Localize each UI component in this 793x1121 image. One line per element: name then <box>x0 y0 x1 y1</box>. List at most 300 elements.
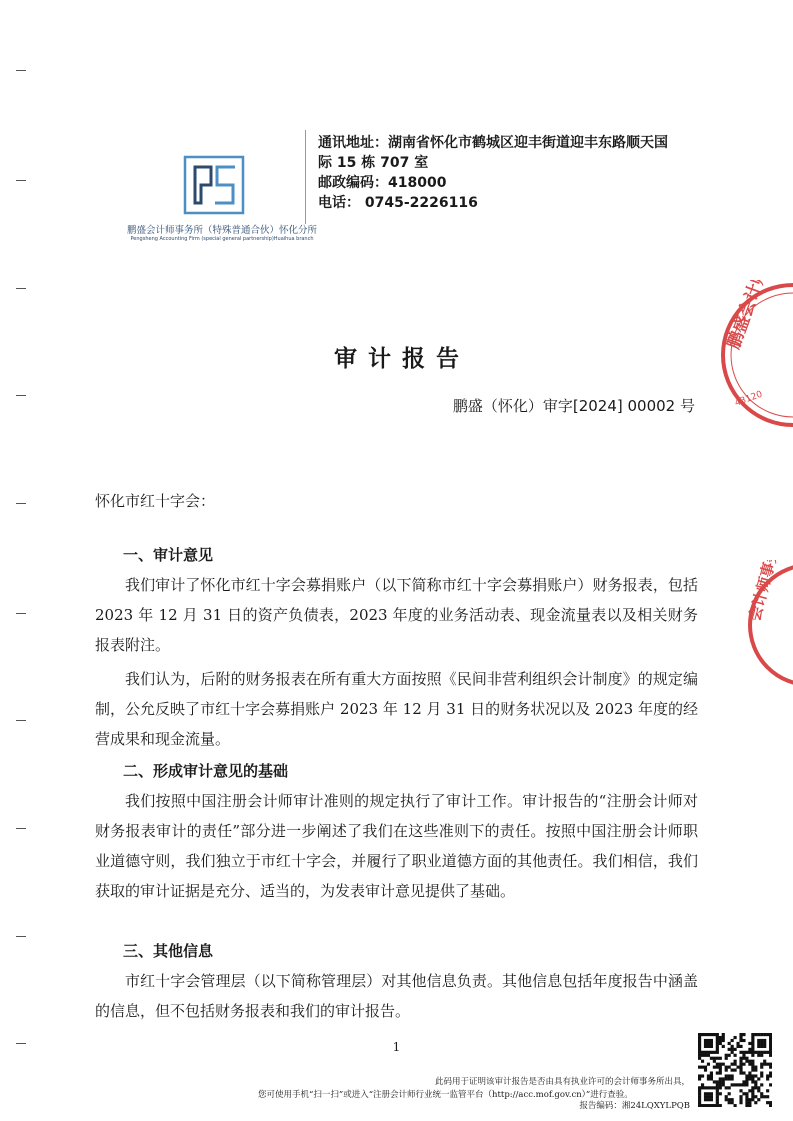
qr-module <box>728 1101 731 1104</box>
qr-module <box>698 1057 701 1060</box>
qr-module <box>698 1042 701 1045</box>
qr-module <box>701 1054 704 1057</box>
qr-module <box>731 1045 734 1048</box>
qr-module <box>734 1060 737 1063</box>
qr-module <box>736 1045 739 1048</box>
qr-module <box>707 1104 710 1107</box>
qr-module <box>725 1069 728 1072</box>
qr-module <box>742 1083 745 1086</box>
qr-module <box>701 1033 704 1036</box>
qr-module <box>698 1077 701 1080</box>
report-reference-number: 鹏盛（怀化）审字[2024] 00002 号 <box>452 397 695 415</box>
paragraph: 我们认为，后附的财务报表在所有重大方面按照《民间非营利组织会计制度》的规定编制，公允反映了市红十字会募捐账户 2023 年 12 月 31 日的财务状况以及 2023 年度的经营成果和现金流量。 <box>95 670 698 748</box>
letterhead-divider <box>305 130 306 224</box>
svg-text:43120: 43120 <box>733 389 764 409</box>
qr-module <box>719 1063 722 1066</box>
scan-hint: 您可使用手机“扫一扫”或进入“注册会计师行业统一监管平台（http://acc.mof.gov.cn）”进行查验。 <box>258 1090 633 1100</box>
qr-module <box>716 1083 719 1086</box>
qr-module <box>769 1066 772 1069</box>
qr-module <box>751 1048 754 1051</box>
qr-module <box>704 1033 707 1036</box>
qr-module <box>725 1066 728 1069</box>
qr-module <box>757 1033 760 1036</box>
qr-module <box>704 1098 707 1101</box>
qr-module <box>701 1066 704 1069</box>
qr-module <box>748 1089 751 1092</box>
qr-module <box>725 1057 728 1060</box>
qr-module <box>734 1083 737 1086</box>
qr-module <box>698 1039 701 1042</box>
qr-module <box>751 1045 754 1048</box>
qr-module <box>731 1101 734 1104</box>
qr-module <box>722 1063 725 1066</box>
qr-module <box>704 1069 707 1072</box>
qr-module <box>751 1066 754 1069</box>
qr-module <box>757 1045 760 1048</box>
qr-module <box>698 1095 701 1098</box>
qr-module <box>710 1071 713 1074</box>
qr-module <box>769 1042 772 1045</box>
qr-module <box>769 1033 772 1036</box>
qr-module <box>716 1080 719 1083</box>
qr-module <box>734 1104 737 1107</box>
qr-module <box>748 1098 751 1101</box>
qr-module <box>745 1074 748 1077</box>
qr-module <box>719 1066 722 1069</box>
qr-module <box>719 1077 722 1080</box>
qr-module <box>760 1066 763 1069</box>
qr-module <box>766 1051 769 1054</box>
paragraph: 市红十字会管理层（以下简称管理层）对其他信息负责。其他信息包括年度报告中涵盖的信息，但不包括财务报表和我们的审计报告。 <box>95 972 698 1020</box>
qr-module <box>698 1066 701 1069</box>
qr-module <box>710 1095 713 1098</box>
qr-module <box>728 1042 731 1045</box>
qr-module <box>739 1063 742 1066</box>
qr-module <box>751 1089 754 1092</box>
qr-module <box>757 1042 760 1045</box>
qr-module <box>704 1095 707 1098</box>
binding-mark <box>16 828 26 829</box>
qr-module <box>751 1039 754 1042</box>
qr-module <box>707 1033 710 1036</box>
qr-module <box>745 1051 748 1054</box>
firm-name: 鹏盛会计师事务所（特殊普通合伙）怀化分所 <box>126 225 317 236</box>
binding-mark <box>16 70 26 71</box>
qr-module <box>698 1054 701 1057</box>
qr-module <box>739 1039 742 1042</box>
qr-module <box>748 1074 751 1077</box>
qr-module <box>769 1048 772 1051</box>
qr-module <box>766 1089 769 1092</box>
qr-module <box>704 1092 707 1095</box>
qr-module <box>754 1033 757 1036</box>
qr-module <box>698 1101 701 1104</box>
qr-module <box>701 1083 704 1086</box>
qr-module <box>734 1063 737 1066</box>
qr-module <box>739 1095 742 1098</box>
qr-module <box>710 1045 713 1048</box>
page-title: 审计报告 <box>334 346 470 372</box>
qr-module <box>725 1098 728 1101</box>
qr-module <box>769 1071 772 1074</box>
qr-module <box>766 1101 769 1104</box>
qr-module <box>748 1104 751 1107</box>
qr-module <box>716 1051 719 1054</box>
qr-module <box>742 1051 745 1054</box>
qr-module <box>754 1074 757 1077</box>
qr-module <box>713 1033 716 1036</box>
qr-module <box>704 1054 707 1057</box>
qr-module <box>760 1074 763 1077</box>
qr-module <box>769 1051 772 1054</box>
qr-module <box>763 1060 766 1063</box>
qr-module <box>707 1045 710 1048</box>
qr-module <box>763 1095 766 1098</box>
qr-module <box>710 1051 713 1054</box>
qr-module <box>760 1039 763 1042</box>
qr-module <box>698 1104 701 1107</box>
qr-module <box>722 1080 725 1083</box>
qr-module <box>725 1074 728 1077</box>
qr-module <box>698 1036 701 1039</box>
qr-module <box>754 1080 757 1083</box>
qr-module <box>739 1101 742 1104</box>
qr-module <box>719 1071 722 1074</box>
qr-module <box>760 1042 763 1045</box>
qr-module <box>716 1048 719 1051</box>
qr-module <box>719 1057 722 1060</box>
qr-module <box>716 1063 719 1066</box>
qr-module <box>698 1086 701 1089</box>
address-line-1: 通讯地址：湖南省怀化市鹤城区迎丰街道迎丰东路顺天国 <box>318 135 668 151</box>
qr-module <box>742 1063 745 1066</box>
qr-module <box>716 1042 719 1045</box>
qr-module <box>716 1071 719 1074</box>
qr-module <box>751 1095 754 1098</box>
qr-module <box>728 1054 731 1057</box>
qr-module <box>769 1101 772 1104</box>
qr-module <box>713 1051 716 1054</box>
qr-module <box>751 1036 754 1039</box>
svg-text:鹏盛会计师事务所: 鹏盛会计师事务所 <box>723 280 790 352</box>
qr-module <box>719 1092 722 1095</box>
qr-module <box>736 1066 739 1069</box>
qr-module <box>704 1104 707 1107</box>
qr-module <box>751 1033 754 1036</box>
qr-module <box>707 1042 710 1045</box>
qr-module <box>751 1077 754 1080</box>
qr-module <box>698 1092 701 1095</box>
qr-module <box>751 1080 754 1083</box>
qr-module <box>716 1057 719 1060</box>
qr-module <box>739 1071 742 1074</box>
official-seal-stamp <box>718 280 793 430</box>
qr-module <box>745 1101 748 1104</box>
qr-module <box>707 1051 710 1054</box>
qr-module <box>745 1092 748 1095</box>
qr-module <box>748 1048 751 1051</box>
postcode: 邮政编码：418000 <box>318 175 447 191</box>
qr-module <box>716 1039 719 1042</box>
qr-module <box>766 1074 769 1077</box>
seal-stamp-partial <box>745 560 793 690</box>
qr-module <box>707 1054 710 1057</box>
svg-text:会计师事务: 会计师事务 <box>745 560 783 624</box>
qr-module <box>734 1054 737 1057</box>
salutation: 怀化市红十字会： <box>95 492 216 510</box>
binding-mark <box>16 720 26 721</box>
qr-module <box>710 1042 713 1045</box>
qr-module <box>710 1086 713 1089</box>
paragraph: 我们审计了怀化市红十字会募捐账户（以下简称市红十字会募捐账户）财务报表，包括 2023 年 12 月 31 日的资产负债表，2023 年度的业务活动表、现金流量表以及相关财务报表附注。 <box>95 576 698 654</box>
qr-module <box>716 1098 719 1101</box>
qr-module <box>736 1042 739 1045</box>
qr-module <box>704 1051 707 1054</box>
qr-module <box>760 1045 763 1048</box>
qr-module <box>722 1083 725 1086</box>
qr-module <box>757 1039 760 1042</box>
qr-module <box>716 1101 719 1104</box>
qr-module <box>739 1083 742 1086</box>
qr-module <box>713 1060 716 1063</box>
qr-module <box>751 1060 754 1063</box>
qr-module <box>707 1098 710 1101</box>
firm-logo <box>183 155 245 215</box>
qr-module <box>751 1098 754 1101</box>
qr-module <box>739 1098 742 1101</box>
qr-module <box>725 1086 728 1089</box>
qr-module <box>739 1069 742 1072</box>
qr-module <box>704 1042 707 1045</box>
qr-module <box>716 1092 719 1095</box>
qr-module <box>698 1089 701 1092</box>
qr-module <box>751 1074 754 1077</box>
qr-module <box>710 1104 713 1107</box>
firm-name-en: Pengsheng Accounting Firm (special general partnership)Huaihua branch <box>130 236 314 242</box>
qr-module <box>716 1066 719 1069</box>
qr-module <box>731 1039 734 1042</box>
qr-module <box>769 1036 772 1039</box>
qr-module <box>763 1051 766 1054</box>
qr-module <box>731 1051 734 1054</box>
qr-module <box>707 1074 710 1077</box>
qr-module <box>736 1083 739 1086</box>
qr-module <box>769 1054 772 1057</box>
qr-module <box>760 1063 763 1066</box>
qr-module <box>698 1098 701 1101</box>
qr-module <box>751 1042 754 1045</box>
qr-module <box>751 1054 754 1057</box>
qr-module <box>722 1045 725 1048</box>
qr-module <box>766 1077 769 1080</box>
qr-module <box>742 1080 745 1083</box>
qr-module <box>745 1060 748 1063</box>
qr-module <box>701 1074 704 1077</box>
qr-module <box>707 1095 710 1098</box>
qr-module <box>745 1083 748 1086</box>
qr-module <box>754 1051 757 1054</box>
qr-module <box>760 1051 763 1054</box>
qr-module <box>745 1098 748 1101</box>
qr-module <box>728 1066 731 1069</box>
qr-module <box>728 1098 731 1101</box>
qr-module <box>710 1039 713 1042</box>
qr-module <box>760 1092 763 1095</box>
qr-module <box>748 1042 751 1045</box>
qr-module <box>739 1051 742 1054</box>
qr-module <box>722 1033 725 1036</box>
qr-module <box>713 1104 716 1107</box>
qr-module <box>769 1083 772 1086</box>
qr-module <box>716 1045 719 1048</box>
qr-module <box>716 1086 719 1089</box>
qr-module <box>748 1071 751 1074</box>
qr-module <box>698 1048 701 1051</box>
qr-module <box>760 1095 763 1098</box>
qr-module <box>754 1095 757 1098</box>
qr-module <box>731 1077 734 1080</box>
qr-module <box>751 1092 754 1095</box>
qr-module <box>763 1045 766 1048</box>
qr-module <box>710 1033 713 1036</box>
qr-module <box>742 1033 745 1036</box>
qr-module <box>731 1083 734 1086</box>
qr-module <box>701 1104 704 1107</box>
page-number: 1 <box>392 1040 401 1054</box>
binding-mark <box>16 180 26 181</box>
binding-mark <box>16 613 26 614</box>
section-heading-audit-opinion: 一、审计意见 <box>123 546 214 564</box>
qr-module <box>739 1033 742 1036</box>
qr-module <box>728 1074 731 1077</box>
qr-module <box>739 1057 742 1060</box>
qr-module <box>748 1077 751 1080</box>
qr-module <box>704 1086 707 1089</box>
qr-module <box>748 1051 751 1054</box>
qr-module <box>731 1074 734 1077</box>
qr-module <box>719 1042 722 1045</box>
report-code: 报告编码：湘24LQXYLPQB <box>579 1101 690 1111</box>
qr-module <box>722 1036 725 1039</box>
qr-module <box>748 1101 751 1104</box>
qr-module <box>731 1063 734 1066</box>
qr-module <box>716 1036 719 1039</box>
qr-module <box>745 1077 748 1080</box>
qr-module <box>710 1057 713 1060</box>
qr-module <box>757 1086 760 1089</box>
qr-module <box>698 1074 701 1077</box>
qr-module <box>698 1033 701 1036</box>
paragraph: 我们按照中国注册会计师审计准则的规定执行了审计工作。审计报告的“注册会计师对财务报表审计的责任”部分进一步阐述了我们在这些准则下的责任。按照中国注册会计师职业道德守则，我们独立于市红十字会，并履行了职业道德方面的其他责任。我们相信，我们获取的审计证据是充分、适当的，为发表审计意见提供了基础。 <box>95 792 698 900</box>
qr-module <box>757 1051 760 1054</box>
qr-module <box>710 1077 713 1080</box>
qr-module <box>731 1048 734 1051</box>
binding-mark <box>16 503 26 504</box>
qr-module <box>760 1054 763 1057</box>
qr-module <box>751 1069 754 1072</box>
qr-module <box>704 1045 707 1048</box>
qr-module <box>754 1101 757 1104</box>
qr-module <box>710 1092 713 1095</box>
qr-module <box>725 1077 728 1080</box>
qr-module <box>739 1066 742 1069</box>
qr-module <box>716 1104 719 1107</box>
qr-module <box>713 1066 716 1069</box>
qr-module <box>731 1098 734 1101</box>
qr-module <box>701 1060 704 1063</box>
qr-module <box>751 1051 754 1054</box>
qr-module <box>769 1063 772 1066</box>
qr-module <box>769 1104 772 1107</box>
qr-module <box>713 1057 716 1060</box>
qr-module <box>719 1039 722 1042</box>
qr-module <box>769 1045 772 1048</box>
qr-module <box>704 1039 707 1042</box>
qr-module <box>698 1051 701 1054</box>
qr-module <box>763 1033 766 1036</box>
qr-module <box>701 1051 704 1054</box>
qr-module <box>716 1033 719 1036</box>
qr-module <box>742 1039 745 1042</box>
qr-module <box>742 1071 745 1074</box>
qr-module <box>748 1063 751 1066</box>
address-line-2: 际 15 栋 707 室 <box>318 155 429 171</box>
qr-module <box>742 1092 745 1095</box>
qr-module <box>763 1042 766 1045</box>
qr-module <box>707 1092 710 1095</box>
qr-module <box>728 1092 731 1095</box>
qr-module <box>734 1036 737 1039</box>
qr-module <box>739 1036 742 1039</box>
qr-module <box>757 1077 760 1080</box>
qr-module <box>722 1077 725 1080</box>
qr-module <box>734 1069 737 1072</box>
qr-module <box>739 1089 742 1092</box>
binding-mark <box>16 936 26 937</box>
qr-module <box>754 1086 757 1089</box>
qr-module <box>710 1098 713 1101</box>
qr-module <box>760 1033 763 1036</box>
qr-module <box>716 1095 719 1098</box>
qr-module <box>701 1086 704 1089</box>
qr-module <box>745 1080 748 1083</box>
qr-module <box>754 1069 757 1072</box>
qr-module <box>713 1080 716 1083</box>
qr-module <box>713 1086 716 1089</box>
qr-module <box>734 1048 737 1051</box>
qr-module <box>754 1083 757 1086</box>
qr-module <box>742 1057 745 1060</box>
qr-module <box>766 1033 769 1036</box>
qr-module <box>745 1057 748 1060</box>
qr-module <box>728 1086 731 1089</box>
verification-qr-code[interactable] <box>698 1033 772 1107</box>
qr-module <box>731 1069 734 1072</box>
qr-module <box>763 1039 766 1042</box>
qr-module <box>716 1089 719 1092</box>
qr-module <box>719 1104 722 1107</box>
qr-module <box>739 1045 742 1048</box>
qr-module <box>757 1089 760 1092</box>
qr-module <box>757 1054 760 1057</box>
qr-module <box>725 1054 728 1057</box>
phone: 电话： 0745-2226116 <box>318 195 478 211</box>
qr-module <box>760 1083 763 1086</box>
qr-module <box>766 1095 769 1098</box>
qr-module <box>710 1074 713 1077</box>
qr-module <box>742 1054 745 1057</box>
qr-module <box>728 1077 731 1080</box>
